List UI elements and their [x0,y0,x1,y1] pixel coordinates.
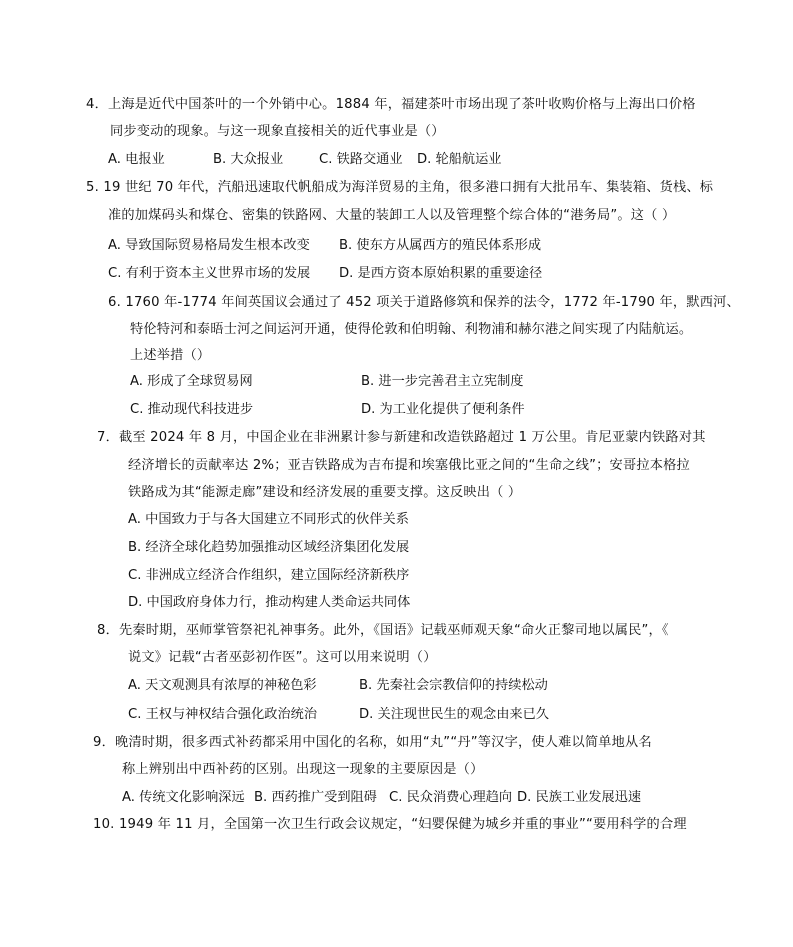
question-7-line-3: 铁路成为其“能源走廊”建设和经济发展的重要支撑。这反映出（ ） [128,485,522,500]
question-7-option-c: C. 非洲成立经济合作组织，建立国际经济新秩序 [128,568,410,583]
question-4-option-a: A. 电报业 [108,152,165,167]
question-9-line-1: 9．晚清时期，很多西式补药都采用中国化的名称，如用“丸”“丹”等汉字，使人难以简单地从名 [93,735,652,750]
question-5-option-d: D. 是西方资本原始积累的重要途径 [339,266,543,281]
question-8-option-c: C. 王权与神权结合强化政治统治 [128,707,318,722]
question-4-option-c: C. 铁路交通业 [319,152,403,167]
question-8-line-1: 8．先秦时期，巫师掌管祭祀礼神事务。此外，《国语》记载巫师观天象“命火正黎司地以属民”，《 [97,623,669,638]
question-6-option-a: A. 形成了全球贸易网 [130,374,253,389]
question-8-option-a: A. 天文观测具有浓厚的神秘色彩 [128,678,317,693]
question-9-option-c: C. 民众消费心理趋向 [389,790,513,805]
question-6-line-3: 上述举措（） [130,348,211,363]
question-9-option-b: B. 西药推广受到阻碍 [254,790,377,805]
question-6-line-1: 6. 1760 年-1774 年间英国议会通过了 452 项关于道路修筑和保养的法令，1772 年-1790 年，默西河、 [108,295,740,310]
question-6-option-c: C. 推动现代科技进步 [130,402,254,417]
question-6-line-2: 特伦特河和泰晤士河之间运河开通，使得伦敦和伯明翰、利物浦和赫尔港之间实现了内陆航运。 [130,322,693,337]
question-8-option-b: B. 先秦社会宗教信仰的持续松动 [359,678,548,693]
question-9-option-a: A. 传统文化影响深远 [122,790,245,805]
question-7-line-2: 经济增长的贡献率达 2%；亚吉铁路成为吉布提和埃塞俄比亚之间的“生命之线”；安哥拉本格拉 [128,458,690,473]
question-4-option-b: B. 大众报业 [213,152,284,167]
question-9-line-2: 称上辨别出中西补药的区别。出现这一现象的主要原因是（） [122,762,484,777]
question-4-line-1: 4．上海是近代中国茶叶的一个外销中心。1884 年，福建茶叶市场出现了茶叶收购价格与上海出口价格 [86,97,696,112]
question-8-option-d: D. 关注现世民生的观念由来已久 [359,707,549,722]
question-7-line-1: 7．截至 2024 年 8 月，中国企业在非洲累计参与新建和改造铁路超过 1 万公里。肯尼亚蒙内铁路对其 [97,430,706,445]
question-5-line-2: 准的加煤码头和煤仓、密集的铁路网、大量的装卸工人以及管理整个综合体的“港务局”。这（ ） [108,208,676,223]
question-5-option-a: A. 导致国际贸易格局发生根本改变 [108,238,310,253]
question-8-line-2: 说文》记载“古者巫彭初作医”。这可以用来说明（） [128,650,437,665]
question-4-option-d: D. 轮船航运业 [417,152,502,167]
question-6-option-b: B. 进一步完善君主立宪制度 [361,374,524,389]
question-10-line-1: 10. 1949 年 11 月，全国第一次卫生行政会议规定，“妇婴保健为城乡并重的事业”“要用科学的合理 [93,817,687,832]
question-9-option-d: D. 民族工业发展迅速 [517,790,642,805]
question-6-option-d: D. 为工业化提供了便利条件 [361,402,525,417]
question-7-option-d: D. 中国政府身体力行，推动构建人类命运共同体 [128,595,411,610]
question-5-option-b: B. 使东方从属西方的殖民体系形成 [339,238,542,253]
question-5-line-1: 5. 19 世纪 70 年代，汽船迅速取代帆船成为海洋贸易的主角，很多港口拥有大批吊车、集装箱、货栈、标 [86,180,714,195]
question-5-option-c: C. 有利于资本主义世界市场的发展 [108,266,311,281]
question-7-option-b: B. 经济全球化趋势加强推动区域经济集团化发展 [128,540,410,555]
question-7-option-a: A. 中国致力于与各大国建立不同形式的伙伴关系 [128,512,409,527]
question-4-line-2: 同步变动的现象。与这一现象直接相关的近代事业是（） [110,124,445,139]
